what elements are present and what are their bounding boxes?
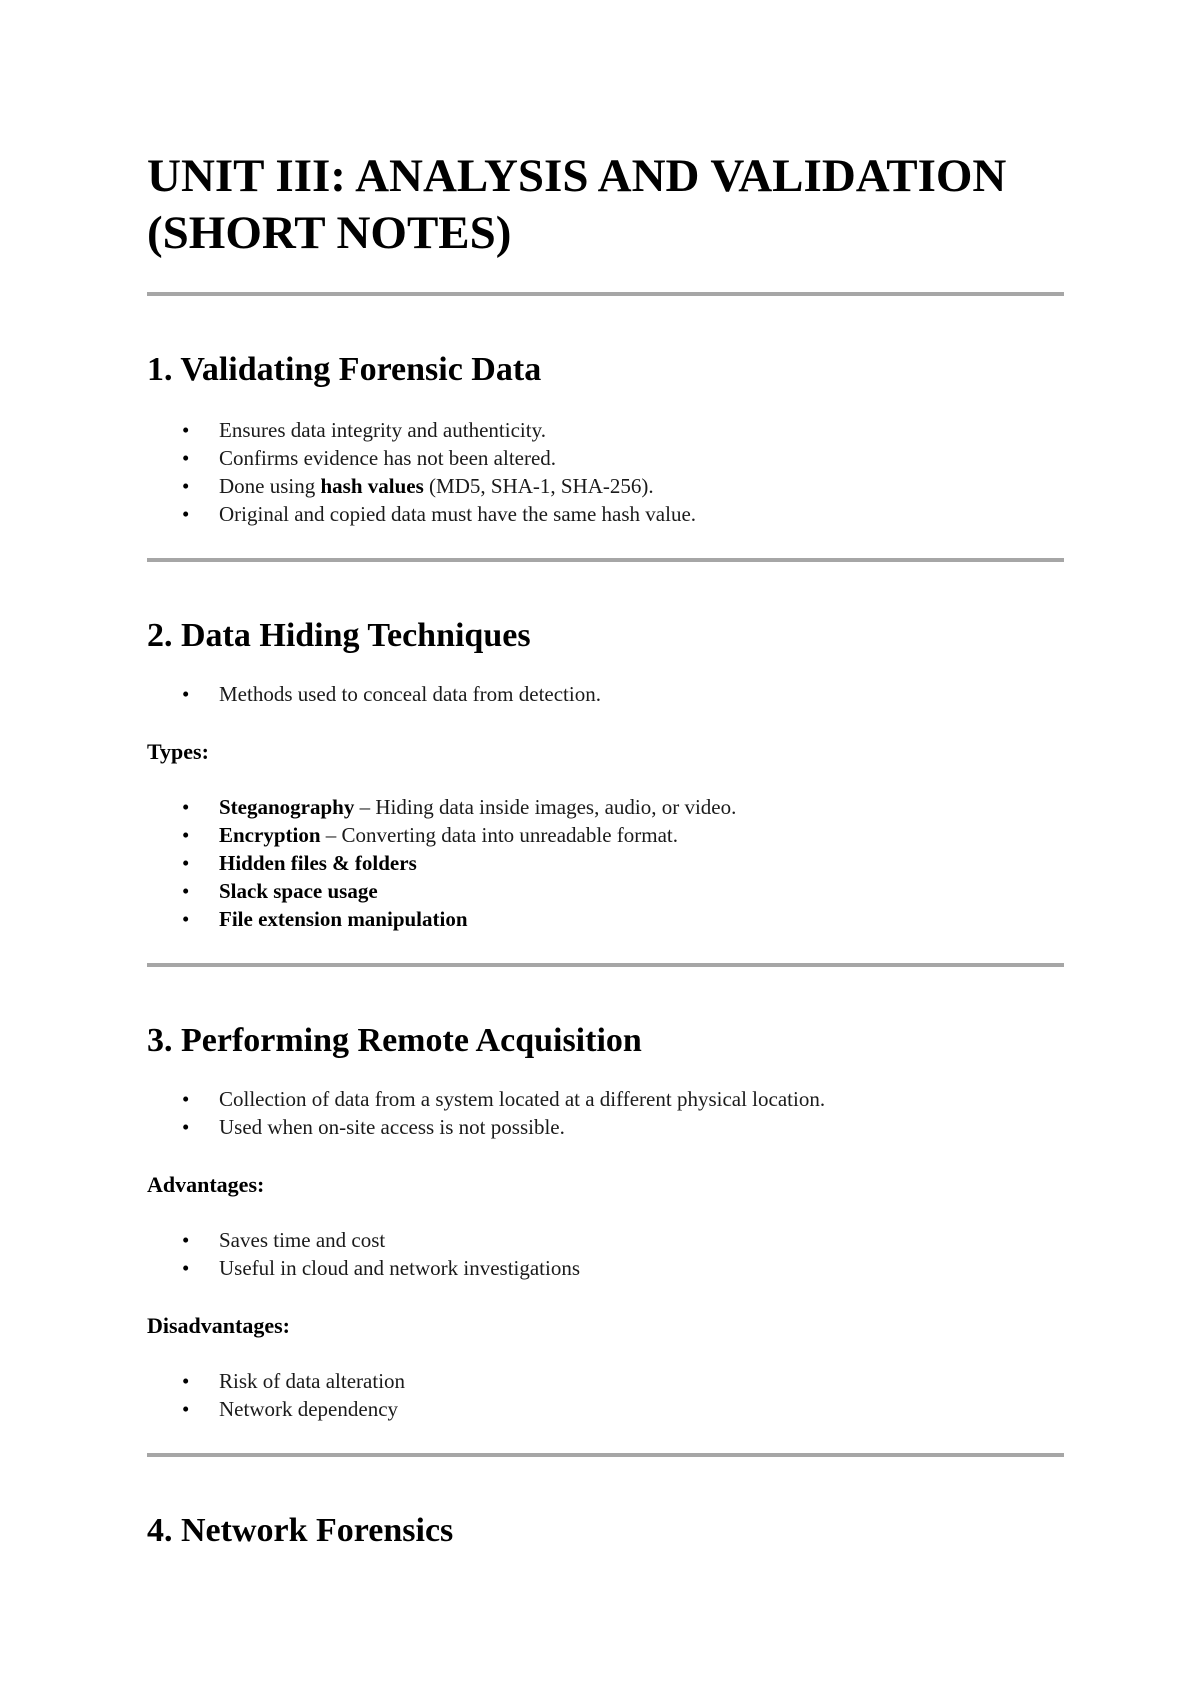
list-item-text: Collection of data from a system located at a different physical location.: [219, 1087, 826, 1111]
list-item: [147, 416, 1064, 444]
advantages-label: Advantages:: [147, 1172, 265, 1197]
bullet-icon: •: [182, 474, 190, 498]
list-item: [147, 1367, 1064, 1395]
list-item-text: Methods used to conceal data from detection.: [219, 682, 601, 706]
section-heading-2: 2. Data Hiding Techniques: [147, 617, 531, 654]
list-item: [147, 444, 1064, 472]
list-item-bold-text: Hidden files & folders: [219, 851, 417, 875]
list-item-text: Done using: [219, 474, 321, 498]
list-item-text: – Converting data into unreadable format.: [320, 823, 678, 847]
disadvantages-label: Disadvantages:: [147, 1313, 291, 1338]
bullet-icon: •: [182, 1115, 190, 1139]
list-item-text: Risk of data alteration: [219, 1369, 406, 1393]
list-item-text: Ensures data integrity and authenticity.: [219, 418, 546, 442]
list-item-text: Network dependency: [219, 1397, 399, 1421]
bullet-icon: •: [182, 418, 190, 442]
bullet-icon: •: [182, 682, 190, 706]
list-item-bold-text: Encryption: [219, 823, 321, 847]
document-content: [147, 148, 1064, 1551]
list-item: [147, 793, 1064, 821]
section-heading-1: 1. Validating Forensic Data: [147, 351, 542, 388]
list-item: [147, 1254, 1064, 1282]
disadvantages-bullet-list: [147, 1367, 1064, 1423]
page-title: UNIT III: ANALYSIS AND VALIDATION (SHORT NOTES): [147, 150, 1007, 259]
list-item: [147, 1395, 1064, 1423]
list-item-text: Original and copied data must have the same hash value.: [219, 502, 697, 526]
section-heading-4: 4. Network Forensics: [147, 1512, 454, 1549]
bullet-icon: •: [182, 879, 190, 903]
list-item: [147, 472, 1064, 500]
list-item-bold-text: hash values: [320, 474, 424, 498]
bullet-icon: •: [182, 795, 190, 819]
list-item-bold-text: Slack space usage: [219, 879, 378, 903]
bullet-icon: •: [182, 907, 190, 931]
bullet-icon: •: [182, 851, 190, 875]
list-item: [147, 1113, 1064, 1141]
section-2-bullet-list: [147, 680, 1064, 708]
list-item-text: Saves time and cost: [219, 1228, 386, 1252]
list-item: [147, 821, 1064, 849]
list-item: [147, 500, 1064, 528]
section-3-bullet-list: [147, 1085, 1064, 1141]
bullet-icon: •: [182, 1228, 190, 1252]
list-item-text: (MD5, SHA-1, SHA-256).: [423, 474, 654, 498]
list-item-text: Useful in cloud and network investigations: [219, 1256, 581, 1280]
types-label: Types:: [147, 739, 209, 764]
list-item-text: Confirms evidence has not been altered.: [219, 446, 557, 470]
list-item-text: – Hiding data inside images, audio, or video.: [354, 795, 737, 819]
bullet-icon: •: [182, 823, 190, 847]
list-item: [147, 1085, 1064, 1113]
bullet-icon: •: [182, 1397, 190, 1421]
section-1-bullet-list: [147, 416, 1064, 528]
list-item: [147, 905, 1064, 933]
bullet-icon: •: [182, 502, 190, 526]
list-item: [147, 1226, 1064, 1254]
list-item: [147, 849, 1064, 877]
list-item-text: Used when on-site access is not possible.: [219, 1115, 565, 1139]
list-item-bold-text: File extension manipulation: [219, 907, 468, 931]
advantages-bullet-list: [147, 1226, 1064, 1282]
bullet-icon: •: [182, 1256, 190, 1280]
bullet-icon: •: [182, 1369, 190, 1393]
types-bullet-list: [147, 793, 1064, 933]
section-heading-3: 3. Performing Remote Acquisition: [147, 1022, 642, 1059]
list-item: [147, 680, 1064, 708]
list-item-bold-text: Steganography: [219, 795, 355, 819]
bullet-icon: •: [182, 446, 190, 470]
list-item: [147, 877, 1064, 905]
bullet-icon: •: [182, 1087, 190, 1111]
